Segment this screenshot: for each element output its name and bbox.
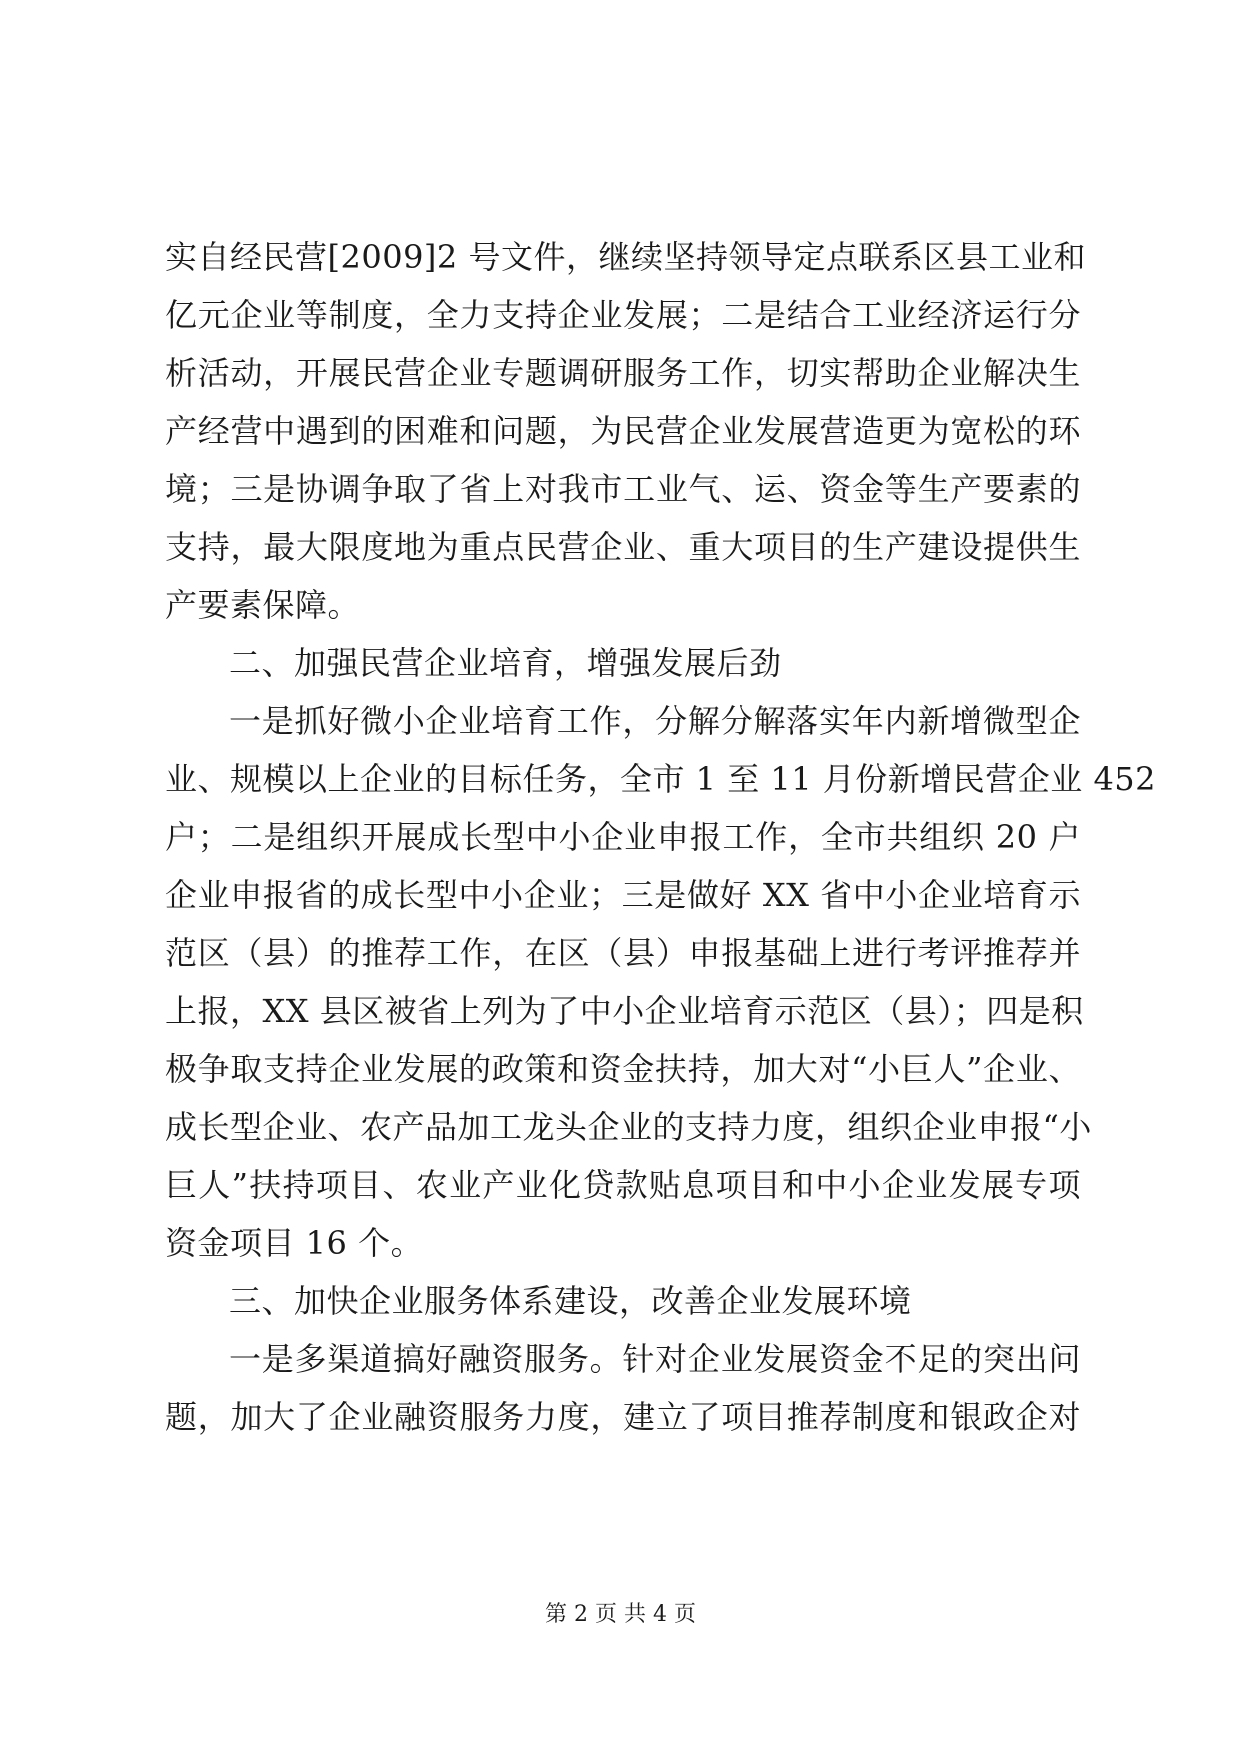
- text-line: 支持，最大限度地为重点民营企业、重大项目的生产建设提供生: [165, 528, 1081, 566]
- text-line: 产经营中遇到的困难和问题，为民营企业发展营造更为宽松的环: [165, 412, 1081, 450]
- text-line: 析活动，开展民营企业专题调研服务工作，切实帮助企业解决生: [165, 354, 1081, 392]
- text-line: 企业申报省的成长型中小企业；三是做好 XX 省中小企业培育示: [165, 876, 1081, 914]
- text-line: 实自经民营[2009]2 号文件，继续坚持领导定点联系区县工业和: [165, 238, 1086, 276]
- text-line: 上报，XX 县区被省上列为了中小企业培育示范区（县）；四是积: [165, 992, 1084, 1030]
- text-line: 户；二是组织开展成长型中小企业申报工作，全市共组织 20 户: [165, 818, 1081, 856]
- text-line: 亿元企业等制度，全力支持企业发展；二是结合工业经济运行分: [165, 296, 1081, 334]
- section-heading: 二、加强民营企业培育，增强发展后劲: [229, 644, 782, 682]
- text-line: 业、规模以上企业的目标任务，全市 1 至 11 月份新增民营企业 452: [165, 760, 1157, 798]
- text-line: 产要素保障。: [165, 586, 361, 624]
- text-line: 题，加大了企业融资服务力度，建立了项目推荐制度和银政企对: [165, 1398, 1081, 1436]
- text-line: 巨人”扶持项目、农业产业化贷款贴息项目和中小企业发展专项: [165, 1166, 1081, 1204]
- text-line: 成长型企业、农产品加工龙头企业的支持力度，组织企业申报“小: [165, 1108, 1092, 1146]
- text-line: 范区（县）的推荐工作，在区（县）申报基础上进行考评推荐并: [165, 934, 1081, 972]
- text-line: 一是抓好微小企业培育工作，分解分解落实年内新增微型企: [229, 702, 1081, 740]
- text-line: 极争取支持企业发展的政策和资金扶持，加大对“小巨人”企业、: [165, 1050, 1081, 1088]
- page-number-footer: 第 2 页 共 4 页: [545, 1602, 696, 1627]
- section-heading: 三、加快企业服务体系建设，改善企业发展环境: [229, 1282, 912, 1320]
- text-line: 境；三是协调争取了省上对我市工业气、运、资金等生产要素的: [165, 470, 1081, 508]
- text-line: 资金项目 16 个。: [165, 1224, 424, 1262]
- text-line: 一是多渠道搞好融资服务。针对企业发展资金不足的突出问: [229, 1340, 1081, 1378]
- body-text: [165, 228, 1157, 1446]
